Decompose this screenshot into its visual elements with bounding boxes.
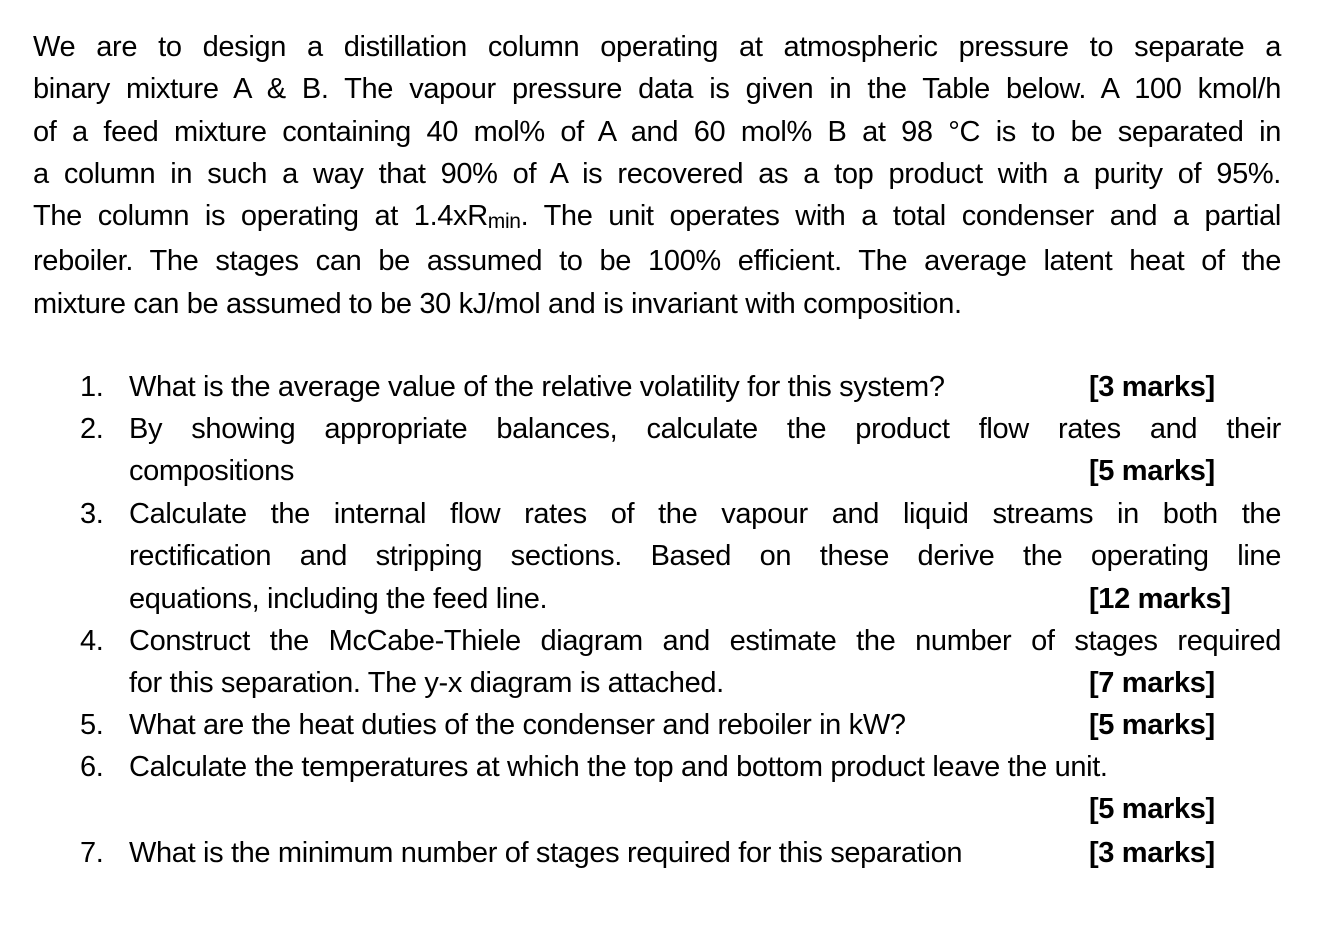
- intro-line-2: binary mixture A & B. The vapour pressure data is given in the Table below. A 100 kmol/h: [33, 73, 1281, 106]
- question-number: 2.: [80, 413, 104, 445]
- marks-label: [3 marks]: [1089, 371, 1215, 403]
- question-text-line: compositions: [129, 455, 295, 488]
- marks-label: [5 marks]: [1089, 709, 1215, 741]
- question-text-line: equations, including the feed line.: [129, 582, 548, 615]
- problem-statement: [33, 26, 1281, 325]
- question-text-line: rectification and stripping sections. Based on these derive the operating line: [129, 540, 1281, 573]
- intro-line-5-end: . The unit operates with a total condenser and a partial: [520, 200, 1281, 233]
- question-number: 5.: [80, 709, 104, 741]
- intro-line-5-start: The column is operating at 1.4xR: [33, 200, 488, 233]
- intro-line-4: a column in such a way that 90% of A is recovered as a top product with a purity of 95%.: [33, 157, 1281, 190]
- r-min-subscript: min: [487, 210, 521, 234]
- question-text-line: Calculate the temperatures at which the top and bottom product leave the unit.: [129, 751, 1108, 783]
- intro-line-3: of a feed mixture containing 40 mol% of A and 60 mol% B at 98 °C is to be separated in: [33, 115, 1281, 148]
- marks-label: [12 marks]: [1089, 582, 1231, 615]
- question-number: 6.: [80, 751, 104, 783]
- intro-line-7: mixture can be assumed to be 30 kJ/mol and is invariant with composition.: [33, 287, 962, 320]
- question-text-line: What is the average value of the relative volatility for this system?: [129, 371, 945, 403]
- question-number: 1.: [80, 371, 104, 403]
- question-text-line: Calculate the internal flow rates of the vapour and liquid streams in both the: [129, 498, 1281, 530]
- question-text-line: What is the minimum number of stages required for this separation: [129, 837, 963, 869]
- intro-line-1: We are to design a distillation column operating at atmospheric pressure to separate a: [33, 31, 1281, 63]
- marks-label: [5 marks]: [1089, 455, 1215, 488]
- question-text-line: Construct the McCabe-Thiele diagram and estimate the number of stages required: [129, 625, 1281, 657]
- question-text-line: What are the heat duties of the condenser and reboiler in kW?: [129, 709, 906, 741]
- intro-line-5: [33, 195, 1281, 240]
- marks-label: [3 marks]: [1089, 837, 1215, 869]
- marks-label: [5 marks]: [1089, 793, 1215, 826]
- intro-line-6: reboiler. The stages can be assumed to be 100% efficient. The average latent heat of the: [33, 245, 1281, 278]
- question-text-line: for this separation. The y-x diagram is attached.: [129, 667, 724, 700]
- question-text-line: By showing appropriate balances, calculate the product flow rates and their: [129, 413, 1281, 445]
- question-number: 7.: [80, 837, 104, 869]
- question-number: 4.: [80, 625, 104, 657]
- marks-label: [7 marks]: [1089, 667, 1215, 700]
- question-number: 3.: [80, 498, 104, 530]
